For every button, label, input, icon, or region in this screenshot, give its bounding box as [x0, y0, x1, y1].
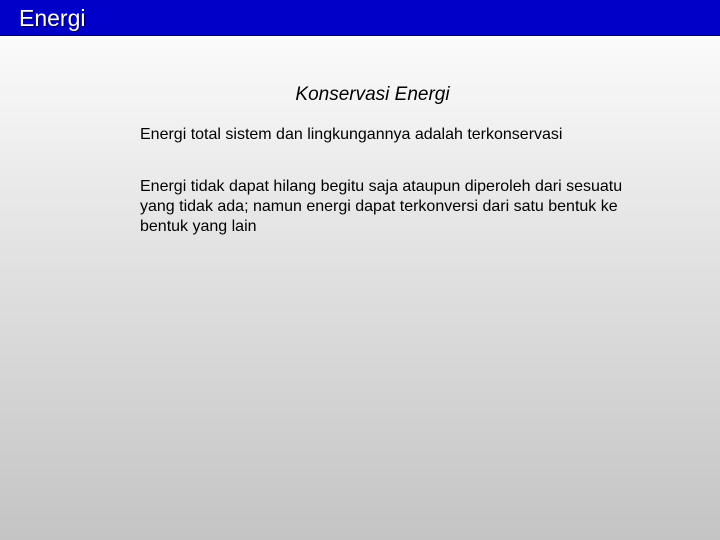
title-bar — [0, 0, 720, 36]
paragraph-energy-conversion: Energi tidak dapat hilang begitu saja ataupun diperoleh dari sesuatu yang tidak ada; namun energi dapat terkonversi dari satu bentuk ke bentuk yang lain — [140, 178, 623, 235]
slide-body — [140, 125, 660, 237]
paragraph-energy-total: Energi total sistem dan lingkungannya adalah terkonservasi — [140, 126, 563, 143]
slide-title: Energi — [19, 5, 86, 31]
slide-subtitle: Konservasi Energi — [295, 84, 450, 105]
